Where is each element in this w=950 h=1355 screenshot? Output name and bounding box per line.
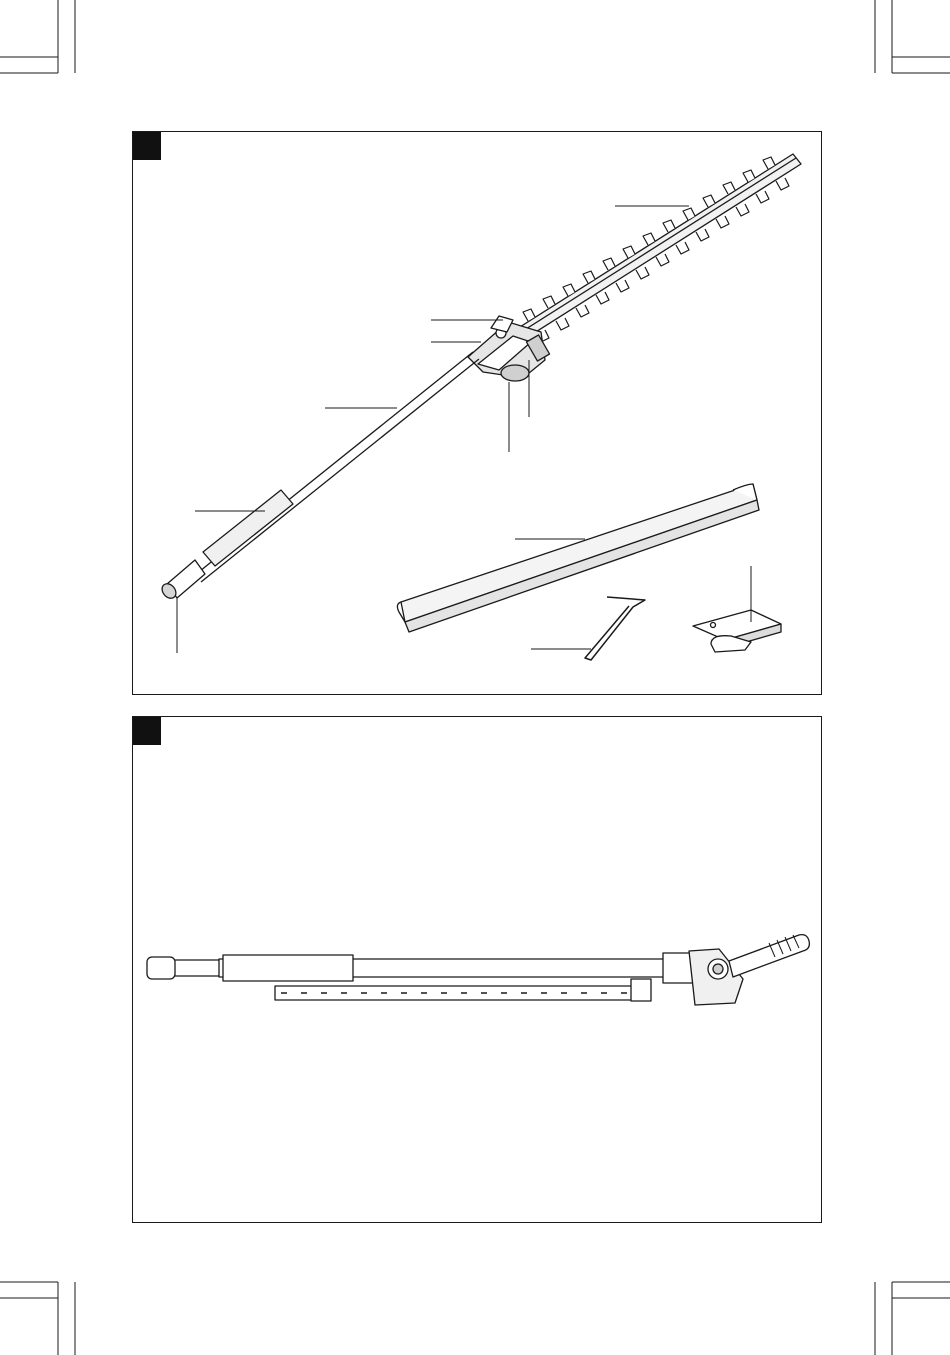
blade (493, 154, 801, 355)
grip-sleeve (223, 955, 353, 981)
handle (729, 935, 809, 977)
shaft-end (159, 560, 205, 601)
figure-1-parts-view (132, 131, 822, 695)
figure-2-drawing (133, 717, 823, 1224)
gear-housing (663, 949, 743, 1005)
gear-housing (468, 322, 550, 381)
figure-2-assembled-view (132, 716, 822, 1223)
hex-wrench (585, 597, 645, 660)
figure-1-drawing (133, 132, 823, 696)
grip-sleeve (203, 490, 293, 566)
blade-stopper (693, 610, 781, 652)
blade-cover (397, 484, 759, 632)
blade (275, 979, 651, 1001)
